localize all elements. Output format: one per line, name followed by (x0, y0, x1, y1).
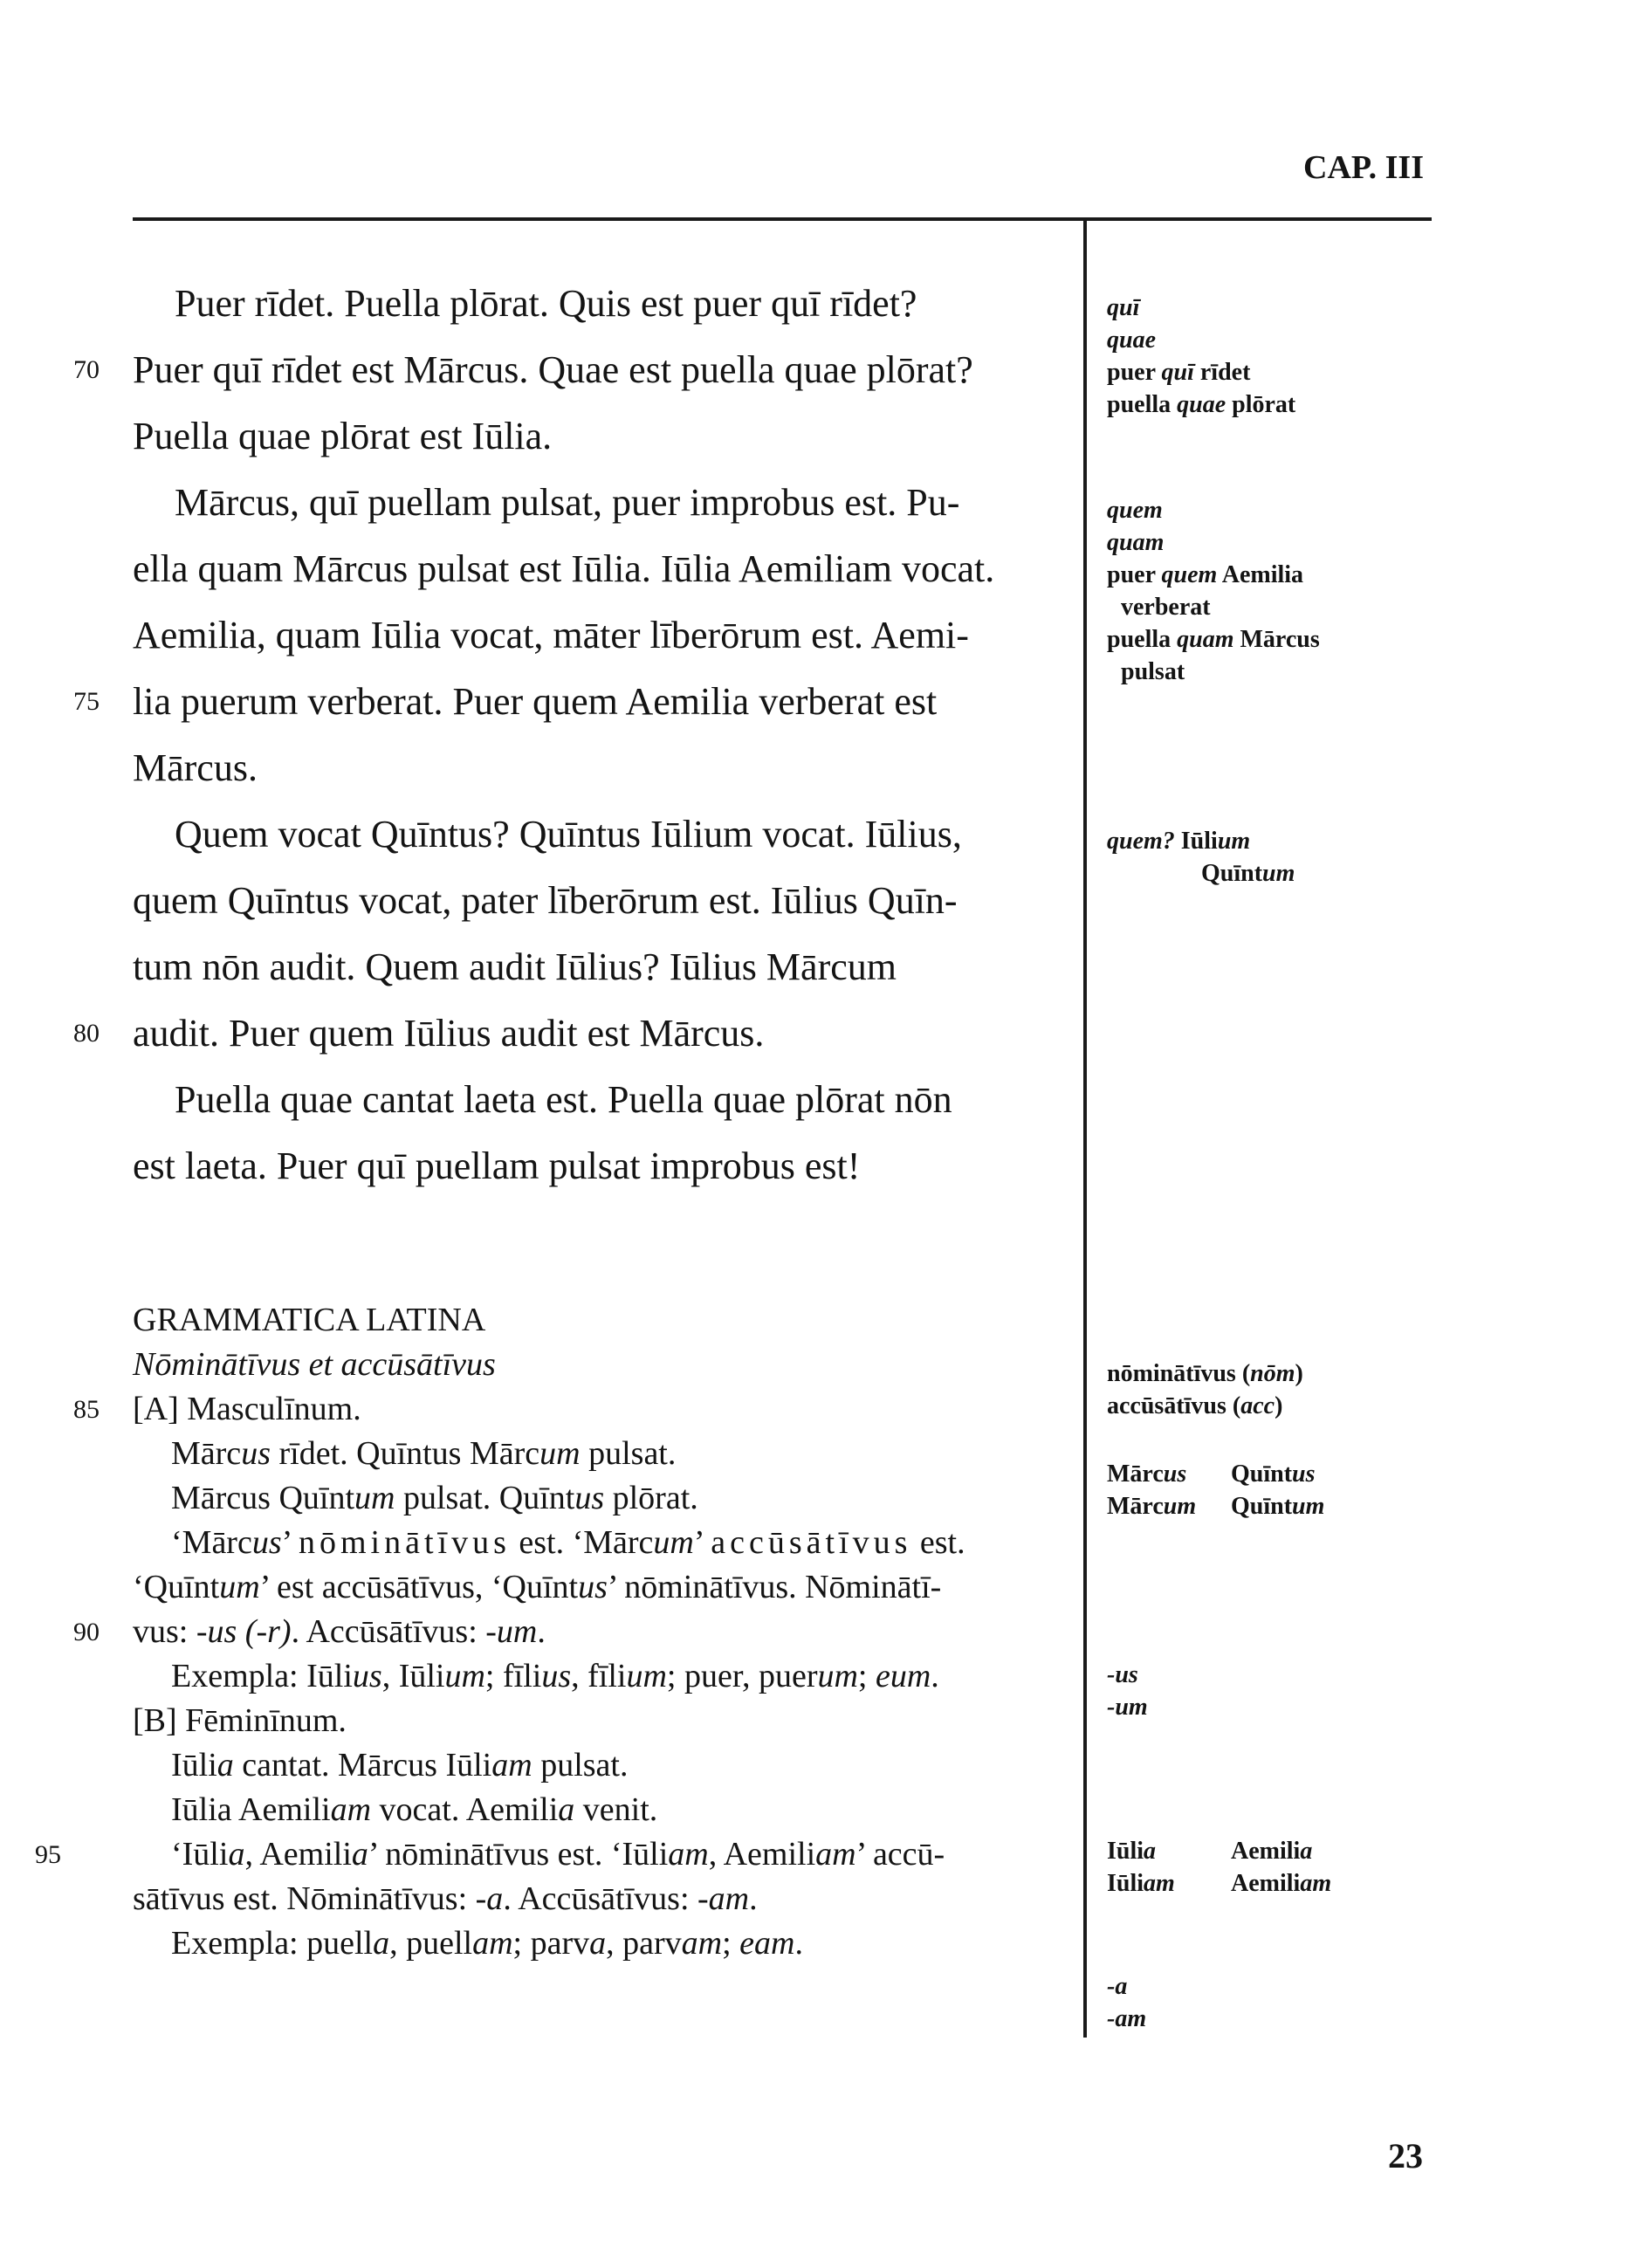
grammar-line: [B] Fēminīnum. (133, 1702, 347, 1739)
margin-notes-masculine (1107, 1458, 1324, 1522)
grammar-line: sātīvus est. Nōminātīvus: -a. Accūsātīvus: -am. (133, 1880, 758, 1917)
text-line: Mārcus. (133, 746, 258, 789)
section-heading: GRAMMATICA LATINA (133, 1302, 486, 1338)
margin-note: -um (1107, 1694, 1148, 1721)
margin-divider (1083, 217, 1087, 2038)
margin-note: quī (1107, 294, 1140, 321)
margin-note: Iūlia Aemilia (1107, 1838, 1313, 1865)
margin-note: puella quam Mārcus (1107, 626, 1320, 653)
margin-note: Iūliam Aemiliam (1107, 1870, 1332, 1897)
line-number: 90 (73, 1618, 100, 1646)
grammar-line: ‘Quīntum’ est accūsātīvus, ‘Quīntus’ nōminātīvus. Nōminātī- (133, 1569, 942, 1605)
margin-notes-relative (1107, 292, 1295, 421)
text-line: est laeta. Puer quī puellam pulsat improbus est! (133, 1144, 861, 1187)
text-line: Puer rīdet. Puella plōrat. Quis est puer quī rīdet? (175, 282, 917, 325)
margin-note: puer quī rīdet (1107, 359, 1251, 386)
margin-notes-feminine (1107, 1835, 1331, 1900)
grammar-line: ‘Mārcus’ nōminātīvus est. ‘Mārcum’ accūsātīvus est. (171, 1524, 965, 1561)
text-line: tum nōn audit. Quem audit Iūlius? Iūlius Mārcum (133, 945, 897, 988)
margin-note: Quīntum (1201, 860, 1295, 887)
margin-notes-cases (1107, 1357, 1303, 1422)
text-line: 70 Puer quī rīdet est Mārcus. Quae est puella quae plōrat? (133, 337, 1067, 403)
line-number: 80 (73, 1019, 100, 1048)
text-line: 75 lia puerum verberat. Puer quem Aemilia verberat est (133, 669, 1067, 735)
grammar-line: 85 [A] Masculīnum. (133, 1387, 1067, 1432)
text-line: ella quam Mārcus pulsat est Iūlia. Iūlia Aemiliam vocat. (133, 547, 995, 590)
grammar-line: Exempla: Iūlius, Iūlium; fīlius, fīlium; puer, puerum; eum. (171, 1658, 939, 1694)
margin-note: -us (1107, 1661, 1138, 1688)
page-number: 23 (1388, 2136, 1423, 2175)
margin-note: quae (1107, 326, 1156, 354)
margin-note: -a (1107, 1973, 1128, 2000)
text-line: Mārcus, quī puellam pulsat, puer improbus est. Pu- (175, 481, 960, 524)
margin-note: puer quem Aemilia (1107, 561, 1304, 588)
grammar-line: Exempla: puella, puellam; parva, parvam; eam. (171, 1925, 803, 1962)
chapter-heading: CAP. III (1303, 149, 1424, 186)
margin-note: quam (1107, 529, 1165, 556)
section-subheading: Nōminātīvus et accūsātīvus (133, 1346, 496, 1383)
margin-note: accūsātīvus (acc) (1107, 1392, 1283, 1419)
text-line: quem Quīntus vocat, pater līberōrum est. Iūlius Quīn- (133, 879, 958, 922)
margin-note: quem? Iūlium (1107, 828, 1251, 855)
margin-note: quem (1107, 497, 1163, 524)
line-number: 95 (35, 1840, 61, 1869)
text-line: Aemilia, quam Iūlia vocat, māter līberōrum est. Aemi- (133, 614, 969, 656)
line-number: 70 (73, 355, 100, 384)
text-line: Puella quae cantat laeta est. Puella quae plōrat nōn (175, 1078, 952, 1121)
grammar-line: Mārcus Quīntum pulsat. Quīntus plōrat. (171, 1480, 698, 1516)
margin-note: pulsat (1121, 658, 1185, 685)
margin-note: Mārcum Quīntum (1107, 1493, 1325, 1520)
margin-note: verberat (1121, 594, 1211, 621)
margin-note: puella quae plōrat (1107, 391, 1296, 418)
margin-notes-endings-masc (1107, 1659, 1148, 1723)
header-rule (133, 217, 1432, 221)
margin-notes-endings-fem (1107, 1970, 1146, 2035)
line-number: 85 (73, 1395, 100, 1424)
margin-notes-quem (1107, 825, 1295, 890)
margin-notes-accusative (1107, 494, 1320, 688)
grammar-line: Mārcus rīdet. Quīntus Mārcum pulsat. (171, 1435, 677, 1472)
text-line: 80 audit. Puer quem Iūlius audit est Mārcus. (133, 1000, 1067, 1067)
grammar-line: 90 vus: -us (-r). Accūsātīvus: -um. (133, 1610, 1067, 1654)
grammar-line: Iūlia Aemiliam vocat. Aemilia venit. (171, 1791, 658, 1828)
margin-note: nōminātīvus (nōm) (1107, 1360, 1303, 1387)
text-line: Quem vocat Quīntus? Quīntus Iūlium vocat. Iūlius, (175, 813, 962, 856)
main-text (73, 271, 1067, 1199)
grammar-line: Iūlia cantat. Mārcus Iūliam pulsat. (171, 1747, 629, 1783)
text-line: Puella quae plōrat est Iūlia. (133, 415, 553, 457)
grammar-line: 95 ‘Iūlia, Aemilia’ nōminātīvus est. ‘Iūliam, Aemiliam’ accū- (133, 1832, 1067, 1877)
margin-note: -am (1107, 2005, 1147, 2032)
line-number: 75 (73, 687, 100, 716)
margin-note: Mārcus Quīntus (1107, 1460, 1316, 1488)
grammar-section (35, 1298, 1067, 1966)
